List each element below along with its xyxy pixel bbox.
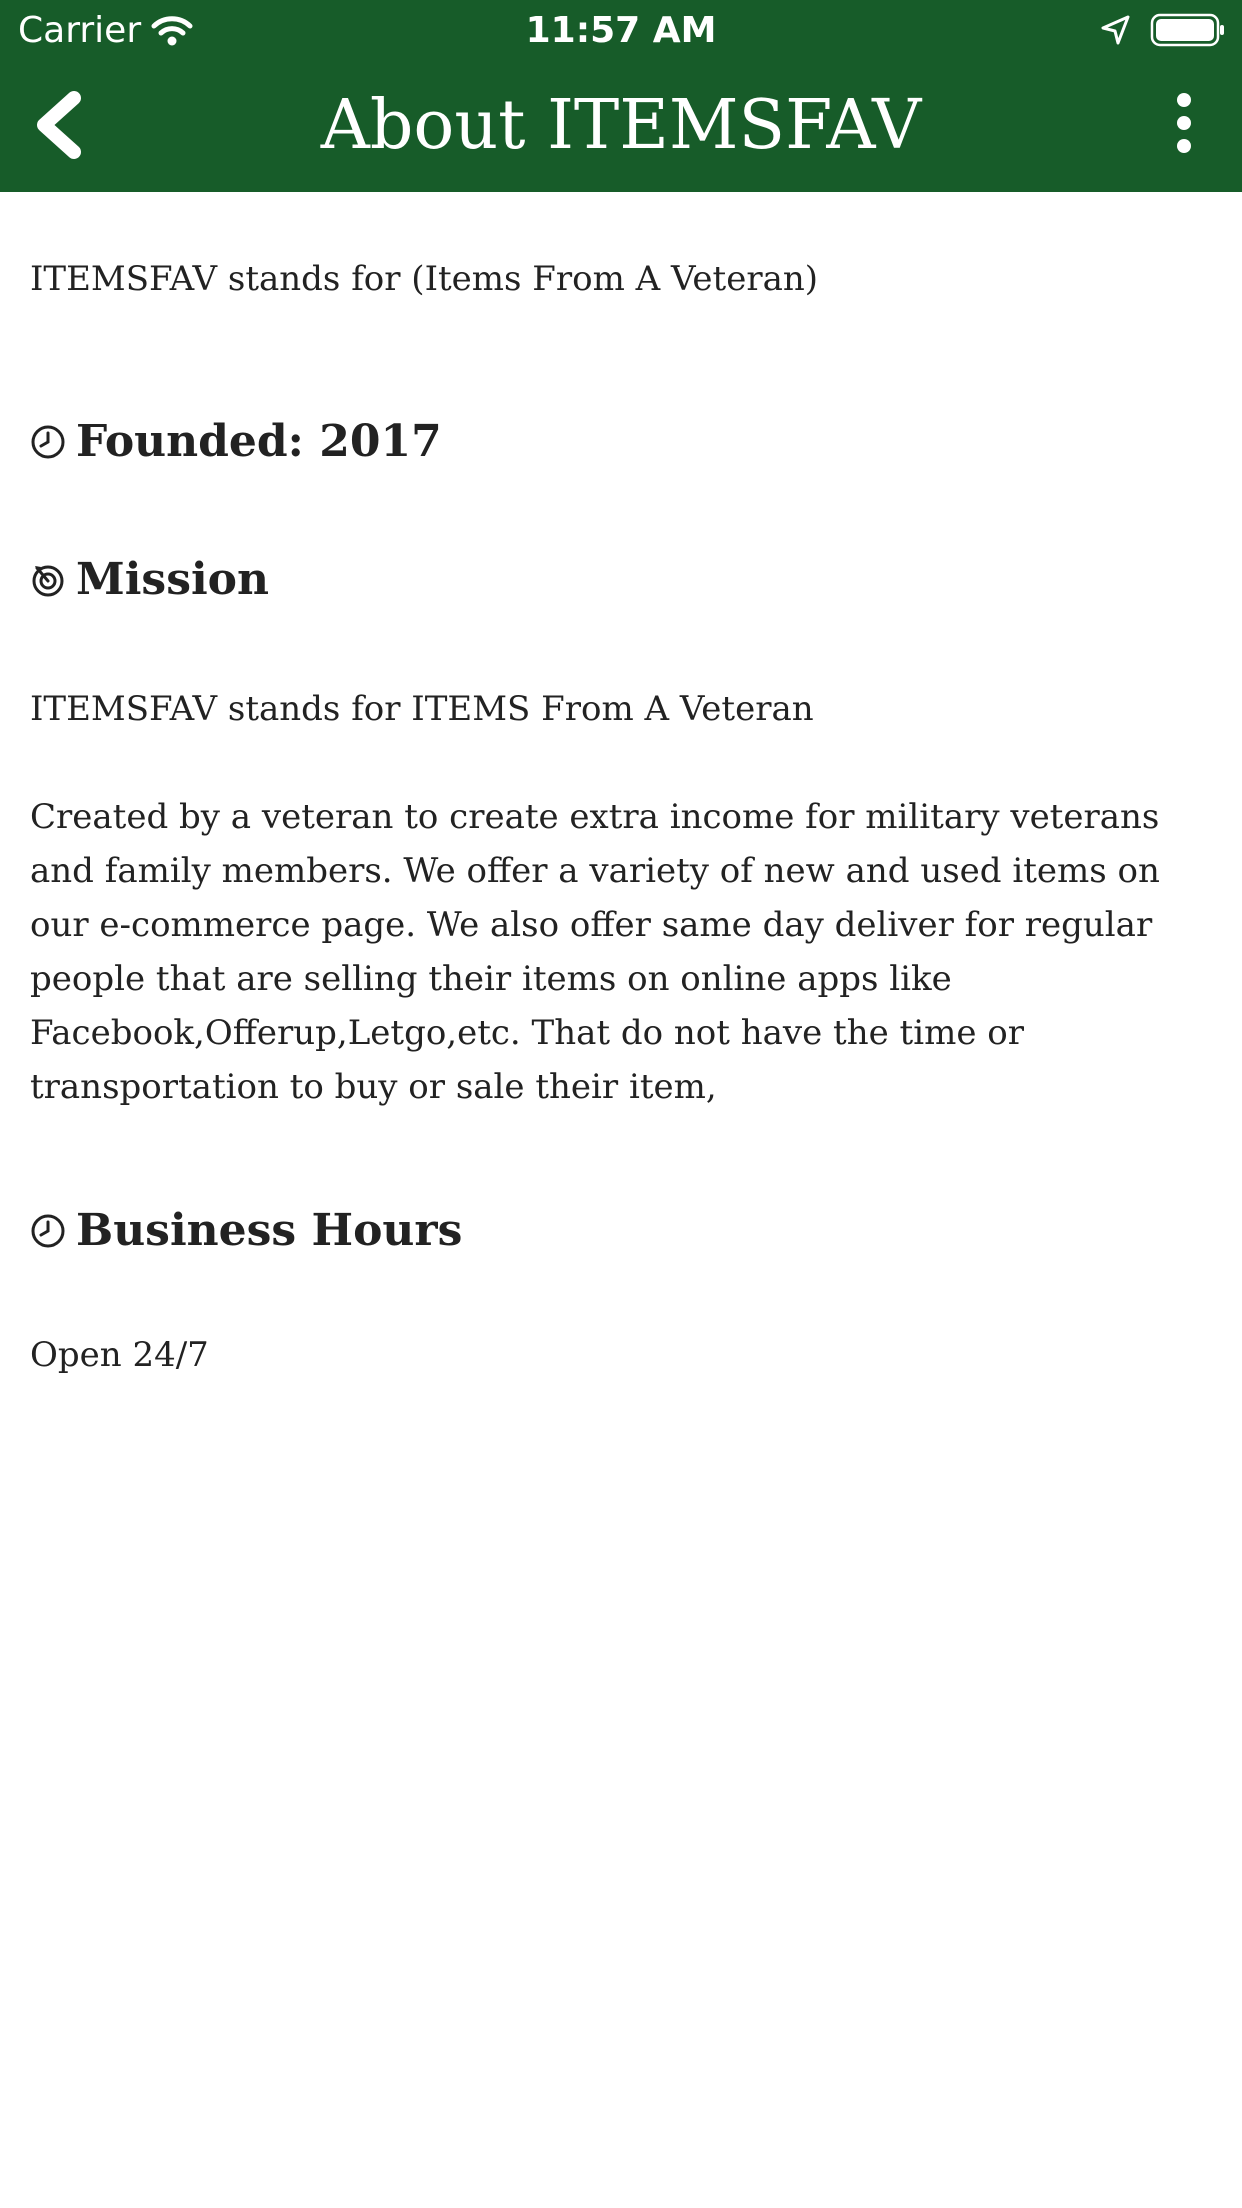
mission-label: Mission xyxy=(76,554,270,605)
location-arrow-icon xyxy=(1098,12,1134,48)
mission-statement: ITEMSFAV stands for ITEMS From A Veteran xyxy=(30,689,814,729)
founded-label: Founded: 2017 xyxy=(76,416,442,467)
intro-text: ITEMSFAV stands for (Items From A Veteran) xyxy=(30,259,819,299)
founded-heading xyxy=(30,412,442,472)
carrier-label: Carrier xyxy=(18,10,142,51)
back-chevron-icon[interactable] xyxy=(30,90,90,160)
mission-heading xyxy=(30,550,269,610)
status-bar xyxy=(0,0,1242,62)
battery-icon xyxy=(1150,12,1226,48)
header-bar xyxy=(0,0,1242,192)
target-icon xyxy=(30,562,66,598)
mission-description: Created by a veteran to create extra income for military veterans and family members. We offer a variety of new and used items on our e-commerce page. We also offer same day deliver for regular people that are selling their items on online apps like Facebook,Offerup,Letgo,etc. That do not have the time or transportation to buy or sale their item, xyxy=(30,797,1160,1107)
clock-icon xyxy=(30,1213,66,1249)
business-hours-heading xyxy=(30,1201,462,1261)
clock-icon xyxy=(30,424,66,460)
navigation-bar xyxy=(0,62,1242,192)
business-hours-value: Open 24/7 xyxy=(30,1335,209,1375)
page-title: About ITEMSFAV xyxy=(320,86,922,165)
more-options-icon[interactable] xyxy=(1160,90,1208,160)
business-hours-label: Business Hours xyxy=(76,1205,463,1256)
status-time: 11:57 AM xyxy=(525,10,717,51)
